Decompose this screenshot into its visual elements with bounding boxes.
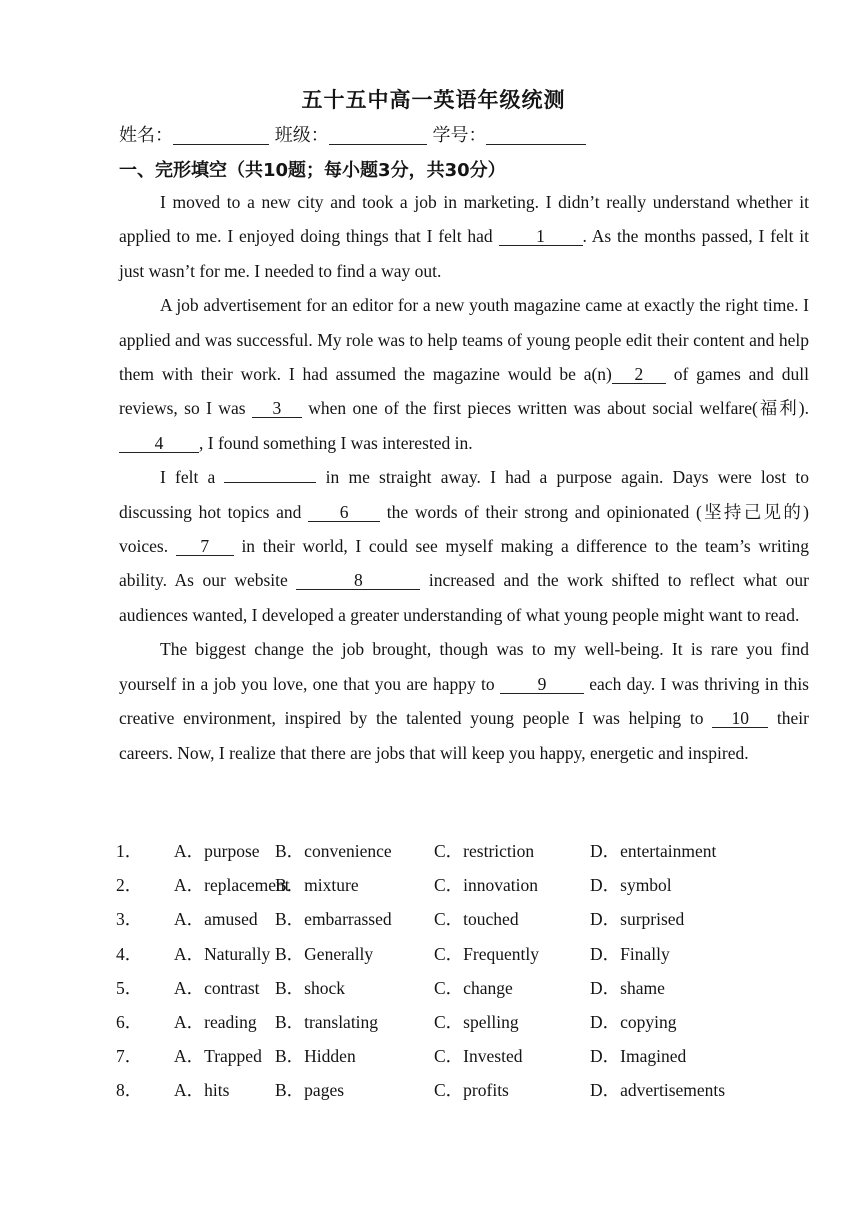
id-blank xyxy=(486,126,586,145)
option-a: A．replacement xyxy=(174,875,290,896)
passage-text: increased and the work shifted to reflect what our audiences wanted, I developed a greater understanding of what young people might want to read. xyxy=(119,570,809,625)
passage-text: A job advertisement for an editor for a new youth magazine came at exactly the right time. I applied and was successful. My role was to help teams of young people edit their content and help them with their work. I had assumed the magazine would be a(n) xyxy=(119,295,809,385)
passage-text: the words of their strong and opinionated (坚持己见的) voices. xyxy=(119,501,809,557)
paragraph-4 xyxy=(119,632,809,770)
option-c: C．restriction xyxy=(434,841,535,861)
option-d: D．shame xyxy=(590,977,665,998)
option-d: D．Imagined xyxy=(590,1046,687,1067)
question-number: 4． xyxy=(116,943,143,964)
passage-text: each day. I was thriving in this creative environment, inspired by the talented young people I was helping to xyxy=(119,673,809,729)
option-b: B．embarrassed xyxy=(275,909,392,930)
option-d: D．symbol xyxy=(590,875,672,896)
passage-text: in their world, I could see myself making a difference to the team’s writing ability. As our website xyxy=(119,536,809,591)
blank-1: 1 xyxy=(499,227,583,246)
passage-text: I felt a xyxy=(160,467,225,488)
question-number: 5． xyxy=(116,977,143,998)
passage-text: of games and dull reviews, so I was xyxy=(119,364,809,419)
section-heading: 一、完形填空（共10题；每小题3分，共30分） xyxy=(119,160,506,181)
exam-title: 五十五中高一英语年级统测 xyxy=(301,88,566,112)
option-a: A．purpose xyxy=(174,841,260,861)
option-a: A．hits xyxy=(174,1080,230,1101)
option-b: B．shock xyxy=(275,977,345,998)
option-b: B．Hidden xyxy=(275,1046,356,1067)
blank-6: 6 xyxy=(308,503,380,522)
option-a: A．Trapped xyxy=(174,1046,262,1067)
blank-9: 9 xyxy=(500,675,584,694)
option-a: A．reading xyxy=(174,1011,257,1032)
option-d: D．surprised xyxy=(590,909,685,930)
blank-8: 8 xyxy=(296,571,420,590)
student-info-line xyxy=(119,121,586,147)
option-c: C．Frequently xyxy=(434,943,539,964)
question-number: 6． xyxy=(116,1011,143,1032)
paragraph-1 xyxy=(119,185,809,288)
question-row xyxy=(116,1043,836,1077)
option-d: D．entertainment xyxy=(590,841,717,861)
paragraph-2 xyxy=(119,288,809,460)
passage-text: I moved to a new city and took a job in marketing. I didn’t really understand whether it applied to me. I enjoyed doing things that I felt had xyxy=(119,192,809,247)
option-c: C．profits xyxy=(434,1080,509,1101)
blank-4: 4 xyxy=(119,434,199,453)
passage-text: The biggest change the job brought, though was to my well-being. It is rare you find yourself in a job you love, one that you are happy to xyxy=(119,639,809,694)
question-number: 7． xyxy=(116,1046,143,1067)
passage-text: , I found something I was interested in. xyxy=(199,432,473,453)
blank-3: 3 xyxy=(252,399,302,418)
option-b: B．Generally xyxy=(275,943,374,964)
option-b: B．translating xyxy=(275,1011,379,1032)
question-row xyxy=(116,906,836,940)
blank-10: 10 xyxy=(712,709,768,728)
option-c: C．spelling xyxy=(434,1011,519,1032)
option-d: D．advertisements xyxy=(590,1080,726,1101)
question-number: 1． xyxy=(116,841,143,861)
question-row xyxy=(116,975,836,1009)
option-c: C．innovation xyxy=(434,875,539,896)
blank-5 xyxy=(224,482,316,483)
name-blank xyxy=(173,126,269,145)
passage-text: in me straight away. I had a purpose again. Days were lost to discussing hot topics and xyxy=(119,467,809,522)
name-label: 姓名： xyxy=(119,125,173,146)
passage-text: their careers. Now, I realize that there are jobs that will keep you happy, energetic and inspired. xyxy=(119,708,809,763)
passage-text: when one of the first pieces written was about social welfare(福利). xyxy=(301,398,810,419)
option-b: B．pages xyxy=(275,1080,345,1101)
question-row xyxy=(116,872,836,906)
question-number: 8． xyxy=(116,1080,143,1101)
option-a: A．Naturally xyxy=(174,943,271,964)
option-a: A．contrast xyxy=(174,977,260,998)
blank-2: 2 xyxy=(612,365,666,384)
passage-text: . As the months passed, I felt it just wasn’t for me. I needed to find a way out. xyxy=(119,226,809,281)
question-number: 3． xyxy=(116,909,143,930)
option-b: B．mixture xyxy=(275,875,359,896)
option-c: C．change xyxy=(434,977,513,998)
question-row xyxy=(116,1077,836,1111)
id-label: 学号： xyxy=(432,125,487,146)
question-number: 2． xyxy=(116,875,143,896)
option-c: C．Invested xyxy=(434,1046,523,1067)
class-blank xyxy=(329,126,427,145)
option-a: A．amused xyxy=(174,909,258,930)
question-row xyxy=(116,1009,836,1043)
blank-7: 7 xyxy=(176,537,234,556)
question-row xyxy=(116,838,836,872)
question-row xyxy=(116,941,836,975)
option-c: C．touched xyxy=(434,909,519,930)
answer-options xyxy=(116,838,836,1112)
paragraph-3 xyxy=(119,460,809,632)
option-d: D．Finally xyxy=(590,943,670,964)
option-d: D．copying xyxy=(590,1011,677,1032)
option-b: B．convenience xyxy=(275,841,392,861)
class-label: 班级： xyxy=(274,125,329,146)
cloze-passage xyxy=(119,185,809,770)
